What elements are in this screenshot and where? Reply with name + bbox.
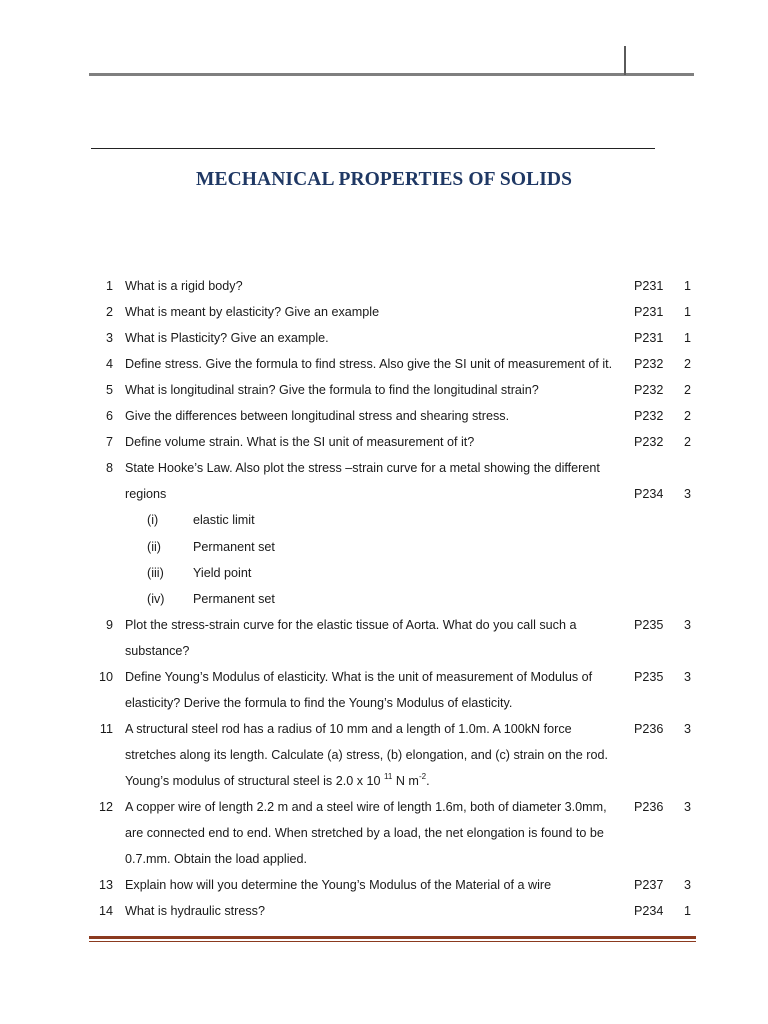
formula-text: Young’s modulus of structural steel is 2.0 x 10 [125,774,385,788]
question-number: 10 [98,670,113,684]
question-text: stretches along its length. Calculate (a) stress, (b) elongation, and (c) strain on the rod. [125,748,609,762]
question-number: 11 [99,722,113,736]
question-text: regions [125,487,167,501]
sub-item-numeral: (iv) [147,592,165,606]
question-number: 8 [105,461,113,475]
marks: 3 [684,878,692,892]
page-reference: P232 [634,409,664,423]
question-text: A copper wire of length 2.2 m and a steel wire of length 1.6m, both of diameter 3.0mm, [125,800,607,814]
question-text: What is Plasticity? Give an example. [125,331,329,345]
page-reference: P232 [634,357,664,371]
marks: 1 [684,279,692,293]
question-number: 9 [105,618,113,632]
page-reference: P237 [634,878,664,892]
page-reference: P231 [634,305,664,319]
unit-text: N m [392,774,419,788]
question-number: 12 [98,800,113,814]
sub-item-numeral: (i) [147,513,159,527]
question-text: elasticity? Derive the formula to find the Young’s Modulus of elasticity. [125,696,513,710]
question-text: State Hooke’s Law. Also plot the stress –strain curve for a metal showing the different [125,461,600,475]
question-text: Plot the stress-strain curve for the elastic tissue of Aorta. What do you call such a [125,618,577,632]
marks: 1 [684,904,692,918]
marks: 2 [684,435,692,449]
question-text: Define volume strain. What is the SI unit of measurement of it? [125,435,475,449]
question-text: substance? [125,644,190,658]
marks: 3 [684,722,692,736]
sub-item-text: Yield point [193,566,252,580]
question-number: 1 [105,279,113,293]
marks: 2 [684,357,692,371]
question-number: 14 [98,904,113,918]
question-number: 3 [105,331,113,345]
question-text [125,771,430,791]
page-reference: P236 [634,800,664,814]
question-text: Define Young’s Modulus of elasticity. What is the unit of measurement of Modulus of [125,670,593,684]
page-title: MECHANICAL PROPERTIES OF SOLIDS [195,169,573,190]
question-number: 4 [105,357,113,371]
question-text: 0.7.mm. Obtain the load applied. [125,852,308,866]
marks: 3 [684,618,692,632]
sub-item-text: elastic limit [193,513,255,527]
exponent: -2 [418,771,427,781]
question-text: Explain how will you determine the Young’s Modulus of the Material of a wire [125,878,552,892]
question-text: Define stress. Give the formula to find stress. Also give the SI unit of measurement of it. [125,357,613,371]
sub-item-numeral: (ii) [147,540,161,554]
marks: 1 [684,331,692,345]
page-reference: P232 [634,383,664,397]
sub-item-numeral: (iii) [147,566,164,580]
page-reference: P231 [634,279,664,293]
page-reference: P235 [634,670,664,684]
marks: 3 [684,487,692,501]
footer-rule-thick [89,936,696,939]
sub-item-text: Permanent set [193,540,275,554]
marks: 1 [684,305,692,319]
question-number: 5 [105,383,113,397]
question-text: What is a rigid body? [125,279,243,293]
page-reference: P236 [634,722,664,736]
question-text: What is meant by elasticity? Give an example [125,305,380,319]
page-reference: P232 [634,435,664,449]
sub-item-text: Permanent set [193,592,275,606]
period: . [426,774,430,788]
question-number: 2 [105,305,113,319]
question-number: 6 [105,409,113,423]
exponent: 11 [384,771,393,781]
page-reference: P234 [634,487,664,501]
question-text: What is longitudinal strain? Give the formula to find the longitudinal strain? [125,383,539,397]
question-number: 13 [98,878,113,892]
question-text: What is hydraulic stress? [125,904,265,918]
question-text: are connected end to end. When stretched by a load, the net elongation is found to be [125,826,604,840]
page-reference: P231 [634,331,664,345]
marks: 3 [684,670,692,684]
marks: 3 [684,800,692,814]
marks: 2 [684,409,692,423]
question-number: 7 [105,435,113,449]
question-text: Give the differences between longitudinal stress and shearing stress. [125,409,510,423]
footer-rule-thin [89,941,696,942]
page-reference: P235 [634,618,664,632]
marks: 2 [684,383,692,397]
question-text: A structural steel rod has a radius of 10 mm and a length of 1.0m. A 100kN force [125,722,572,736]
page-reference: P234 [634,904,664,918]
